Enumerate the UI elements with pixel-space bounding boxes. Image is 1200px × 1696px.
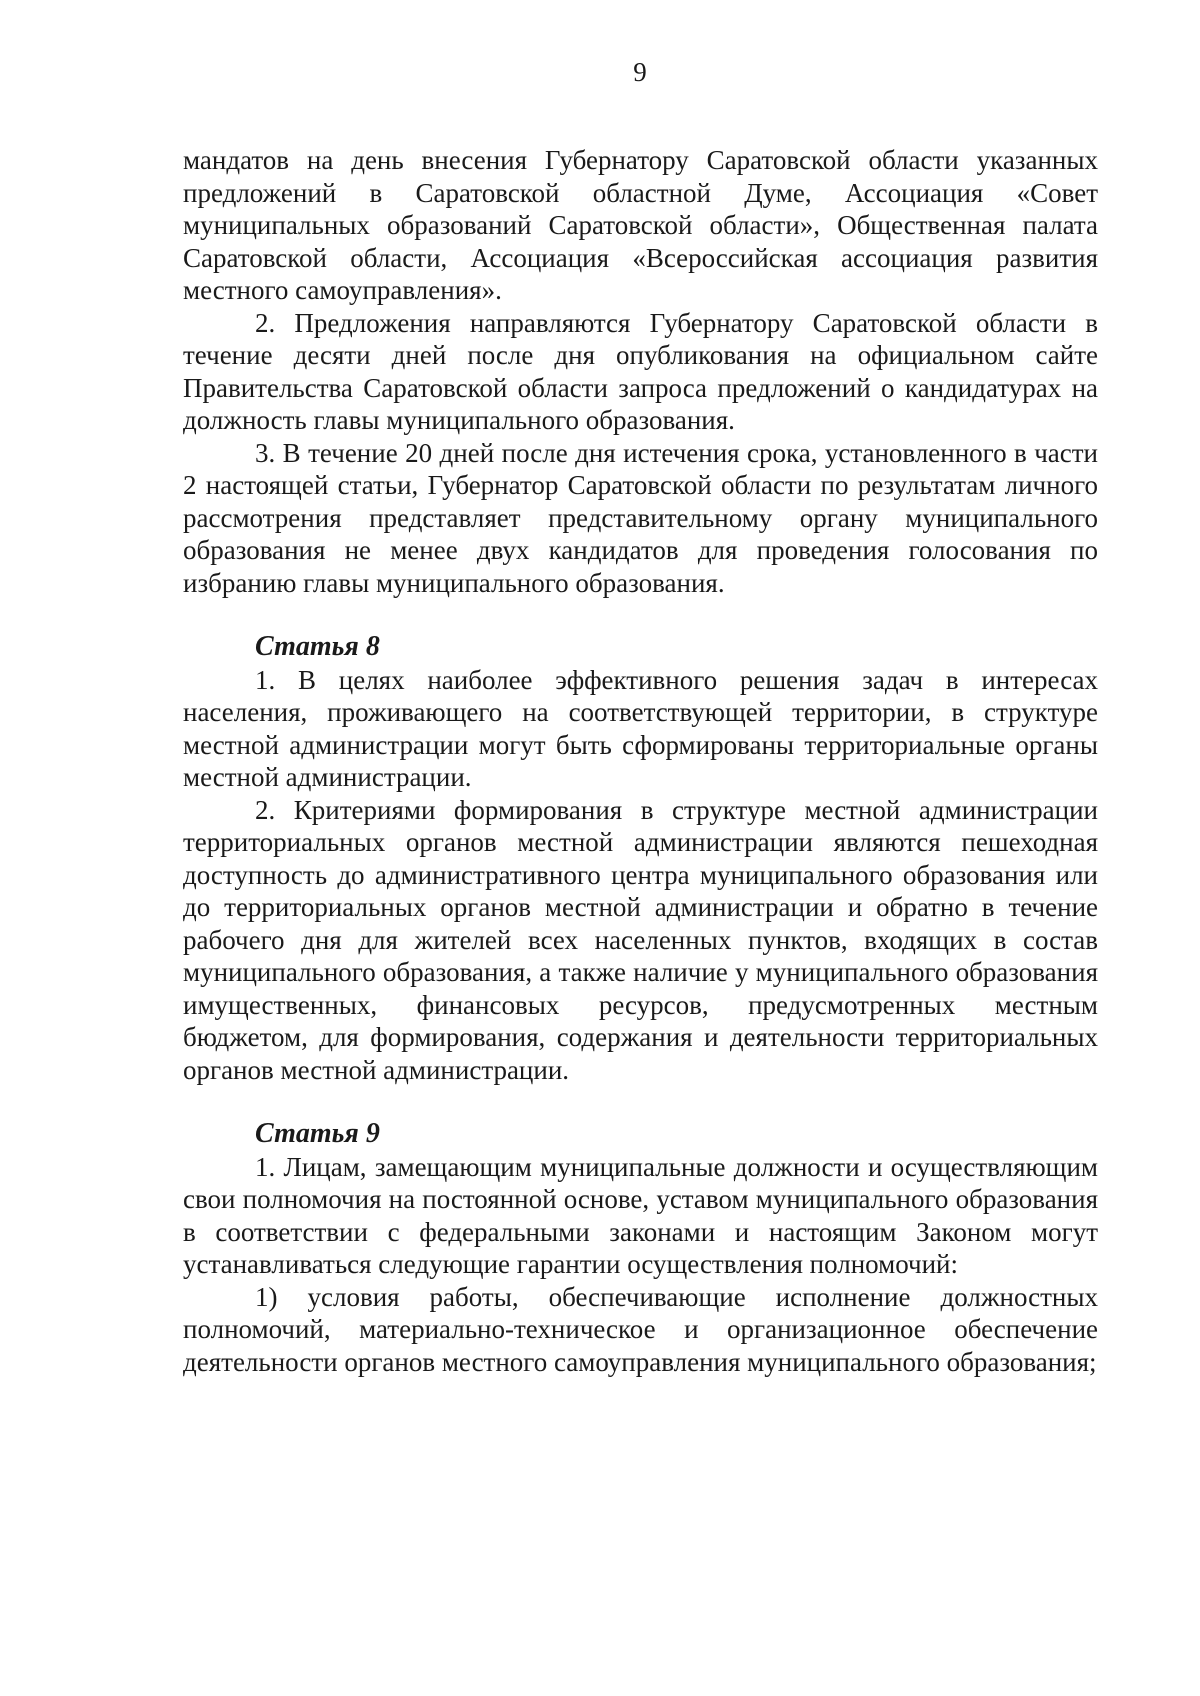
paragraph-8-2: 2. Критериями формирования в структуре местной администрации территориальных органов местной администрации являются пешеходная доступность до административного центра муниципального образования или до территориальных органов местной администрации и обратно в течение рабочего дня для жителей всех населенных пунктов, входящих в состав муниципального образования, а также наличие у муниципального образования имущественных, финансовых ресурсов, предусмотренных местным бюджетом, для формирования, содержания и деятельности территориальных органов местной администрации.: [183, 794, 1098, 1085]
paragraph-8-1: 1. В целях наиболее эффективного решения задач в интересах населения, проживающего на соответствующей территории, в структуре местной администрации могут быть сформированы территориальные органы местной администрации.: [183, 664, 1098, 792]
paragraph-7-3: 3. В течение 20 дней после дня истечения срока, установленного в части 2 настоящей статьи, Губернатор Саратовской области по результатам личного рассмотрения представляет представительному органу муниципального образования не менее двух кандидатов для проведения голосования по избранию главы муниципального образования.: [183, 437, 1098, 598]
paragraph-7-2: 2. Предложения направляются Губернатору Саратовской области в течение десяти дней после дня опубликования на официальном сайте Правительства Саратовской области запроса предложений о кандидатурах на должность главы муниципального образования.: [183, 307, 1098, 435]
paragraph-9-1-item-1: 1) условия работы, обеспечивающие исполнение должностных полномочий, материально-техническое и организационное обеспечение деятельности органов местного самоуправления муниципального образования;: [183, 1281, 1098, 1377]
article-9-title: Статья 9: [255, 1118, 380, 1149]
paragraph-9-1: 1. Лицам, замещающим муниципальные должности и осуществляющим свои полномочия на постоянной основе, уставом муниципального образования в соответствии с федеральными законами и настоящим Законом могут устанавливаться следующие гарантии осуществления полномочий:: [183, 1151, 1098, 1279]
paragraph-continuation: мандатов на день внесения Губернатору Саратовской области указанных предложений в Саратовской областной Думе, Ассоциация «Совет муниципальных образований Саратовской области», Общественная палата Саратовской области, Ассоциация «Всероссийская ассоциация развития местного самоуправления».: [183, 145, 1098, 305]
article-8-title: Статья 8: [255, 631, 380, 662]
page-number: 9: [633, 57, 647, 87]
document-body: [183, 144, 1098, 1378]
